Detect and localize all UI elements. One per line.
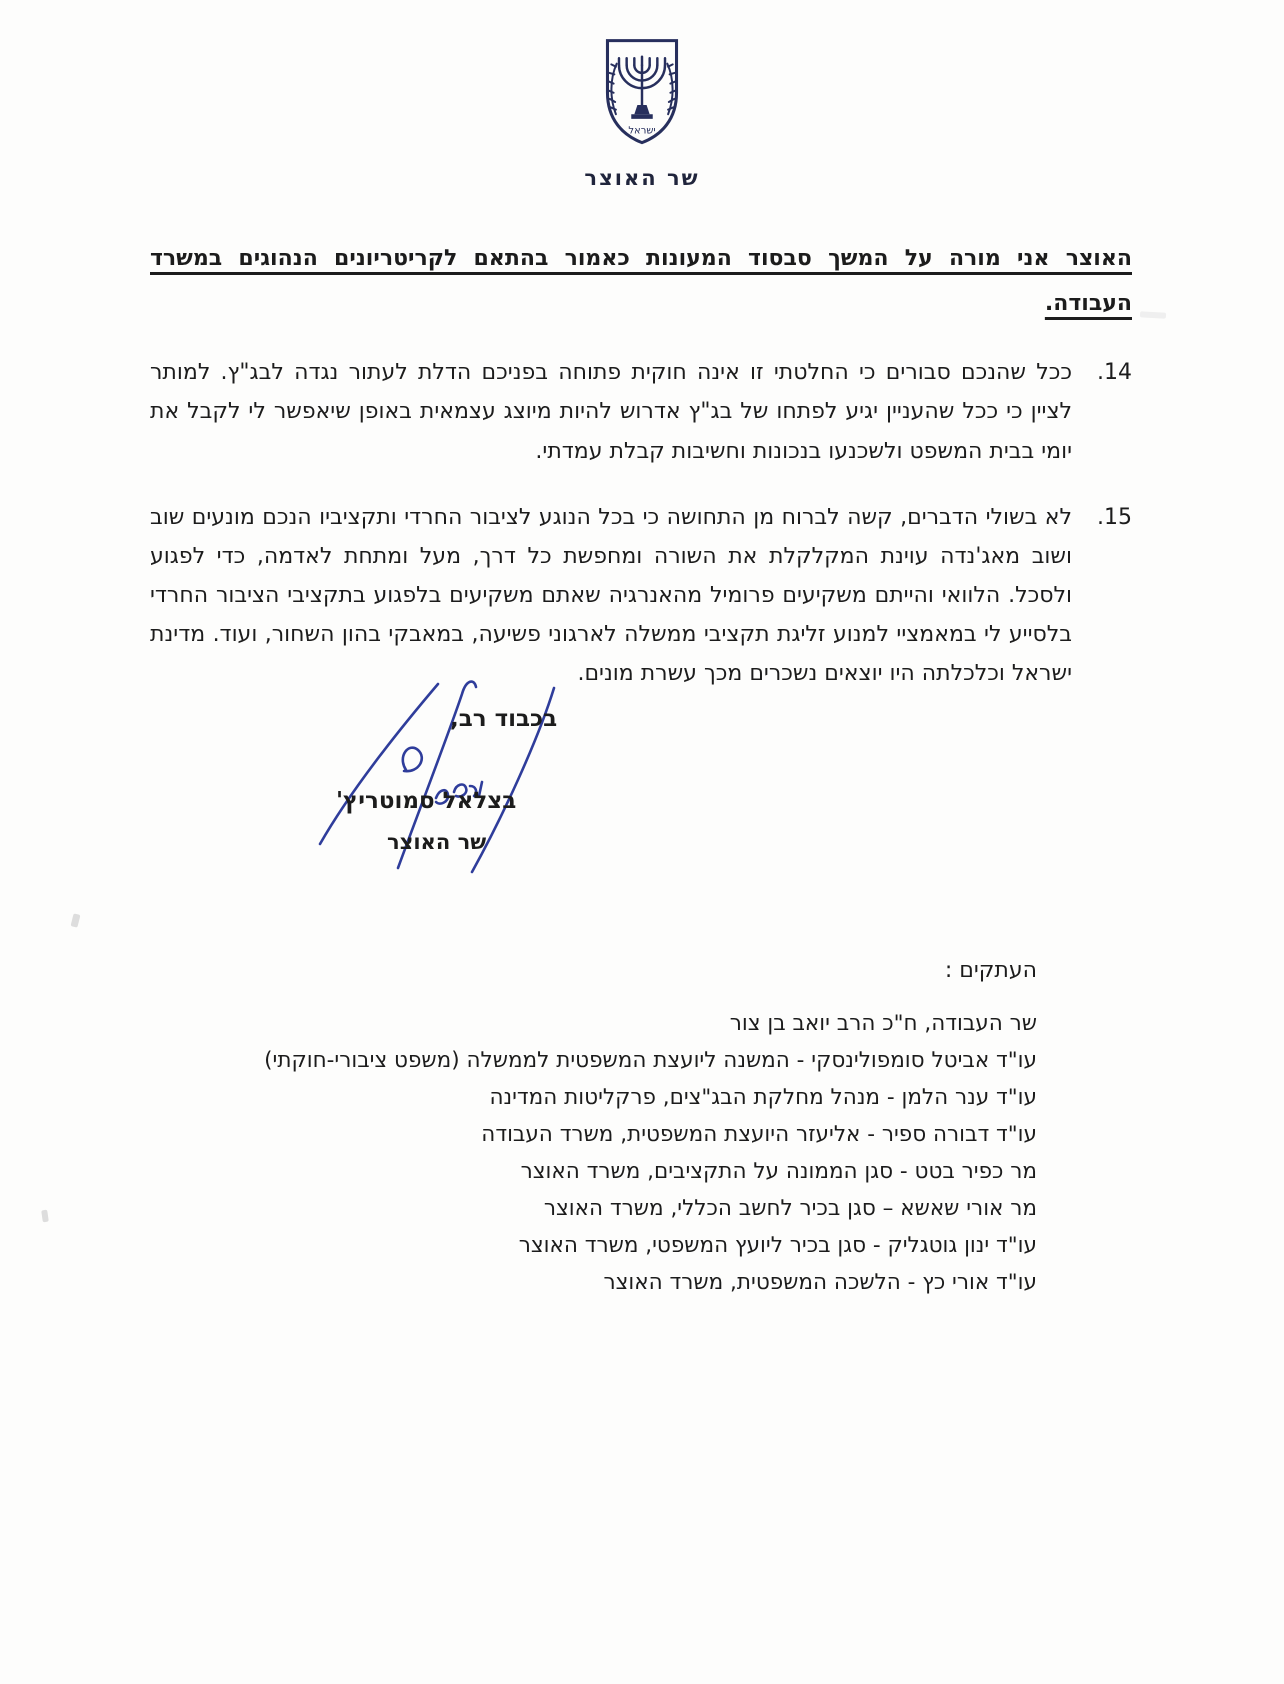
signature-closing: בכבוד רב, bbox=[450, 706, 558, 732]
recipient-line: שר העבודה, ח"כ הרב יואב בן צור bbox=[729, 1011, 1037, 1036]
paragraph-number: 15. bbox=[1097, 504, 1132, 530]
handwritten-signature-icon bbox=[286, 666, 578, 888]
letterhead bbox=[0, 0, 1284, 190]
signatory-title: שר האוצר bbox=[387, 830, 487, 854]
israel-state-emblem-icon bbox=[594, 36, 690, 148]
letter-body bbox=[150, 236, 1132, 693]
paragraph-text: לא בשולי הדברים, קשה לברוח מן התחושה כי בכל הנוגע לציבור החרדי ותקציביו הנכם מונעים שוב ושוב מאג'נדה עוינת המקלקלת את השורה ומחפשת כל דרך, מעל ומתחת לאדמה, כדי לפגוע ולסכל. הלוואי והייתם משקיעים פרומיל מהאנרגיה שאתם משקיעים בלפגוע בתקציבי הציבור החרדי בלסייע לי במאמציי למנוע זליגת תקציבי ממשלה לארגוני פשיעה, במאבקי בהון השחור, ועוד. מדינת ישראל וכלכלתה היו יוצאים נשכרים מכך עשרת מונים. bbox=[150, 504, 1072, 687]
recipient-line: עו"ד ינון גוטגליק - סגן בכיר ליועץ המשפטי, משרד האוצר bbox=[518, 1233, 1037, 1258]
paragraph-14 bbox=[150, 353, 1132, 470]
ministry-title: שר האוצר bbox=[584, 166, 700, 190]
menorah-icon bbox=[619, 57, 665, 105]
menorah-base bbox=[631, 105, 652, 119]
emblem-caption: ישראל bbox=[628, 125, 656, 137]
scan-artifact bbox=[71, 913, 81, 927]
paragraph-text: ככל שהנכם סבורים כי החלטתי זו אינה חוקית פתוחה בפניכם הדלת לעתור נגדה לבג"ץ. למותר לציין כי ככל שהעניין יגיע לפתחו של בג"ץ אדרוש להיות מיוצג עצמאית באופן שיאפשר לי לקבל את יומי בבית המשפט ולשכנעו בנכונות וחשיבות קבלת עמדתי. bbox=[150, 360, 1072, 464]
decision-heading: האוצר אני מורה על המשך סבסוד המעונות כאמור בהתאם לקריטריונים הנהוגים במשרד העבודה. bbox=[150, 246, 1132, 317]
recipients-list bbox=[264, 1005, 1037, 1301]
signatory-name: בצלאל סמוטריץ' bbox=[336, 788, 517, 814]
paragraph-number: 14. bbox=[1097, 360, 1132, 386]
recipient-line: עו"ד דבורה ספיר - אליעזר היועצת המשפטית, משרד העבודה bbox=[481, 1122, 1037, 1147]
recipient-line: עו"ד אביטל סומפולינסקי - המשנה ליועצת המשפטית לממשלה (משפט ציבורי-חוקתי) bbox=[264, 1048, 1037, 1073]
recipient-line: עו"ד אורי כץ - הלשכה המשפטית, משרד האוצר bbox=[603, 1270, 1037, 1295]
recipient-line: מר אורי שאשא – סגן בכיר לחשב הכללי, משרד האוצר bbox=[543, 1196, 1037, 1221]
copies-section bbox=[264, 958, 1037, 1301]
scan-artifact bbox=[1140, 311, 1166, 318]
scan-artifact bbox=[41, 1210, 49, 1223]
recipient-line: עו"ד ענר הלמן - מנהל מחלקת הבג"צים, פרקליטות המדינה bbox=[489, 1085, 1037, 1110]
copies-label: העתקים : bbox=[944, 958, 1037, 983]
recipient-line: מר כפיר בטט - סגן הממונה על התקציבים, משרד האוצר bbox=[520, 1159, 1037, 1184]
paragraph-15 bbox=[150, 498, 1132, 694]
